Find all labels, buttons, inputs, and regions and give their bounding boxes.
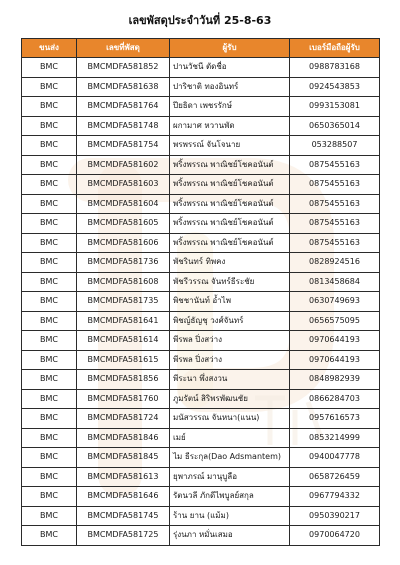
cell-carrier: BMC — [22, 370, 77, 390]
cell-carrier: BMC — [22, 58, 77, 78]
cell-carrier: BMC — [22, 194, 77, 214]
cell-phone: 0866284703 — [290, 389, 380, 409]
table-row — [22, 77, 380, 97]
cell-carrier: BMC — [22, 155, 77, 175]
document-title: เลขพัสดุประจำวันที่ 25-8-63 — [128, 14, 272, 27]
table-row — [22, 331, 380, 351]
table-row — [22, 467, 380, 487]
cell-carrier: BMC — [22, 389, 77, 409]
cell-tracking-number: BMCMDFA581613 — [77, 467, 170, 487]
cell-phone: 0853214999 — [290, 428, 380, 448]
cell-recipient: ปาริชาติ ทองอินทร์ — [170, 77, 290, 97]
cell-carrier: BMC — [22, 487, 77, 507]
table-row — [22, 194, 380, 214]
table-row — [22, 136, 380, 156]
cell-carrier: BMC — [22, 136, 77, 156]
cell-phone: 0988783168 — [290, 58, 380, 78]
cell-phone: 0875455163 — [290, 194, 380, 214]
cell-phone: 0957616573 — [290, 409, 380, 429]
cell-carrier: BMC — [22, 428, 77, 448]
cell-recipient: พริ้งพรรณ พาณิชย์โชคอนันต์ — [170, 155, 290, 175]
cell-phone: 0970644193 — [290, 350, 380, 370]
cell-tracking-number: BMCMDFA581608 — [77, 272, 170, 292]
cell-phone: 053288507 — [290, 136, 380, 156]
cell-recipient: มนัสวรรณ จันหนา(แนน) — [170, 409, 290, 429]
cell-phone: 0970644193 — [290, 331, 380, 351]
cell-carrier: BMC — [22, 292, 77, 312]
cell-recipient: พีระนา พึ่งสงวน — [170, 370, 290, 390]
cell-recipient: พรพรรณ์ จันโจนาย — [170, 136, 290, 156]
table-row — [22, 311, 380, 331]
table-row — [22, 58, 380, 78]
cell-tracking-number: BMCMDFA581764 — [77, 97, 170, 117]
cell-carrier: BMC — [22, 253, 77, 273]
cell-phone: 0828924516 — [290, 253, 380, 273]
cell-carrier: BMC — [22, 409, 77, 429]
cell-phone: 0970064720 — [290, 526, 380, 546]
table-header-row — [22, 39, 380, 58]
cell-tracking-number: BMCMDFA581725 — [77, 526, 170, 546]
cell-tracking-number: BMCMDFA581638 — [77, 77, 170, 97]
table-row — [22, 97, 380, 117]
cell-recipient: พริ้งพรรณ พาณิชย์โชคอนันต์ — [170, 233, 290, 253]
cell-phone: 0967794332 — [290, 487, 380, 507]
table-row — [22, 389, 380, 409]
cell-recipient: พัชรีวรรณ จันทร์ธีระชัย — [170, 272, 290, 292]
cell-recipient: ไม ธีระกุล(Dao Adsmantem) — [170, 448, 290, 468]
cell-tracking-number: BMCMDFA581846 — [77, 428, 170, 448]
table-row — [22, 487, 380, 507]
table-row — [22, 428, 380, 448]
table-row — [22, 253, 380, 273]
table-row — [22, 370, 380, 390]
cell-phone: 0630749693 — [290, 292, 380, 312]
cell-phone: 0924543853 — [290, 77, 380, 97]
cell-tracking-number: BMCMDFA581745 — [77, 506, 170, 526]
cell-carrier: BMC — [22, 350, 77, 370]
cell-recipient: ร้าน ยาน (แม้ม) — [170, 506, 290, 526]
cell-phone: 0813458684 — [290, 272, 380, 292]
cell-phone: 0875455163 — [290, 175, 380, 195]
cell-tracking-number: BMCMDFA581641 — [77, 311, 170, 331]
cell-carrier: BMC — [22, 272, 77, 292]
cell-recipient: พริ้งพรรณ พาณิชย์โชคอนันต์ — [170, 175, 290, 195]
column-header-carrier: ขนส่ง — [22, 39, 77, 58]
cell-tracking-number: BMCMDFA581735 — [77, 292, 170, 312]
cell-recipient: ยุพาภรณ์ มานุบูลือ — [170, 467, 290, 487]
cell-recipient: รุ่งนภา หมั่นเสมอ — [170, 526, 290, 546]
table-row — [22, 409, 380, 429]
cell-carrier: BMC — [22, 506, 77, 526]
table-row — [22, 272, 380, 292]
table-row — [22, 506, 380, 526]
cell-phone: 0650365014 — [290, 116, 380, 136]
cell-recipient: พิชญ์ธัญชุ วงศ์จันทร์ — [170, 311, 290, 331]
cell-carrier: BMC — [22, 175, 77, 195]
cell-phone: 0875455163 — [290, 155, 380, 175]
table-row — [22, 175, 380, 195]
cell-phone: 0940047778 — [290, 448, 380, 468]
cell-carrier: BMC — [22, 311, 77, 331]
cell-recipient: พีรพล ปิ่งสว่าง — [170, 350, 290, 370]
cell-tracking-number: BMCMDFA581856 — [77, 370, 170, 390]
table-row — [22, 116, 380, 136]
table-row — [22, 155, 380, 175]
cell-tracking-number: BMCMDFA581724 — [77, 409, 170, 429]
cell-carrier: BMC — [22, 526, 77, 546]
cell-recipient: พริ้งพรรณ พาณิชย์โชคอนันต์ — [170, 214, 290, 234]
cell-recipient: เมย์ — [170, 428, 290, 448]
table-row — [22, 214, 380, 234]
cell-recipient: พิชชานันท์ อ้ำไพ — [170, 292, 290, 312]
table-row — [22, 448, 380, 468]
cell-tracking-number: BMCMDFA581736 — [77, 253, 170, 273]
cell-recipient: พริ้งพรรณ พาณิชย์โชคอนันต์ — [170, 194, 290, 214]
cell-carrier: BMC — [22, 77, 77, 97]
cell-recipient: ปียธิดา เพชรรักษ์ — [170, 97, 290, 117]
cell-recipient: พีรพล ปิ่งสว่าง — [170, 331, 290, 351]
table-row — [22, 526, 380, 546]
cell-carrier: BMC — [22, 448, 77, 468]
cell-tracking-number: BMCMDFA581748 — [77, 116, 170, 136]
cell-phone: 0658726459 — [290, 467, 380, 487]
cell-tracking-number: BMCMDFA581845 — [77, 448, 170, 468]
column-header-tracking-number: เลขที่พัสดุ — [77, 39, 170, 58]
cell-tracking-number: BMCMDFA581604 — [77, 194, 170, 214]
cell-carrier: BMC — [22, 467, 77, 487]
cell-tracking-number: BMCMDFA581852 — [77, 58, 170, 78]
cell-phone: 0993153081 — [290, 97, 380, 117]
cell-carrier: BMC — [22, 331, 77, 351]
cell-tracking-number: BMCMDFA581754 — [77, 136, 170, 156]
table-row — [22, 292, 380, 312]
cell-tracking-number: BMCMDFA581606 — [77, 233, 170, 253]
cell-tracking-number: BMCMDFA581646 — [77, 487, 170, 507]
table-row — [22, 233, 380, 253]
cell-tracking-number: BMCMDFA581602 — [77, 155, 170, 175]
parcel-table — [21, 38, 380, 546]
cell-recipient: ปานวัชนี ตัดชื่อ — [170, 58, 290, 78]
cell-carrier: BMC — [22, 116, 77, 136]
cell-phone: 0950390217 — [290, 506, 380, 526]
cell-tracking-number: BMCMDFA581605 — [77, 214, 170, 234]
cell-recipient: ภูมรัตน์ สิริพรพัฒนชัย — [170, 389, 290, 409]
cell-recipient: ผกามาศ หวานพัด — [170, 116, 290, 136]
cell-tracking-number: BMCMDFA581603 — [77, 175, 170, 195]
cell-phone: 0656575095 — [290, 311, 380, 331]
cell-recipient: พัชรินทร์ ทิพคง — [170, 253, 290, 273]
cell-carrier: BMC — [22, 214, 77, 234]
cell-tracking-number: BMCMDFA581760 — [77, 389, 170, 409]
cell-tracking-number: BMCMDFA581614 — [77, 331, 170, 351]
cell-carrier: BMC — [22, 97, 77, 117]
cell-recipient: รัตนวลี ภักดีไพบูลย์สกุล — [170, 487, 290, 507]
column-header-recipient-phone: เบอร์มือถือผู้รับ — [290, 39, 380, 58]
cell-phone: 0875455163 — [290, 233, 380, 253]
column-header-recipient: ผู้รับ — [170, 39, 290, 58]
table-row — [22, 350, 380, 370]
cell-phone: 0848982939 — [290, 370, 380, 390]
cell-carrier: BMC — [22, 233, 77, 253]
cell-phone: 0875455163 — [290, 214, 380, 234]
cell-tracking-number: BMCMDFA581615 — [77, 350, 170, 370]
